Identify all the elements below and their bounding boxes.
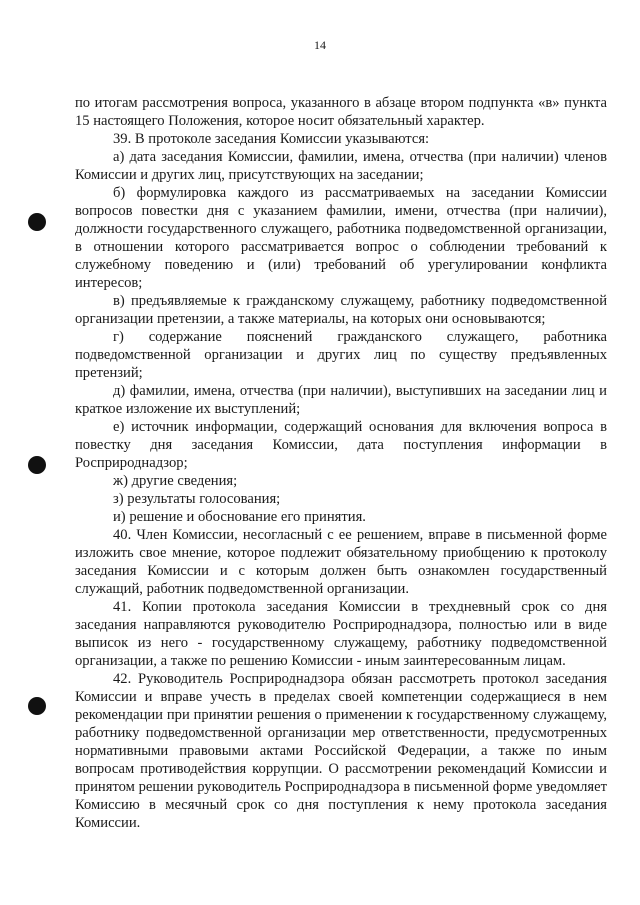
document-body <box>75 94 607 832</box>
list-item-i: и) решение и обоснование его принятия. <box>113 509 366 525</box>
list-item-d: д) фамилии, имена, отчества (при наличии), выступивших на заседании лиц и краткое изложение их выступлений; <box>75 383 607 417</box>
punch-hole <box>28 456 46 474</box>
paragraph-42: 42. Руководитель Росприроднадзора обязан рассмотреть протокол заседания Комиссии и вправе учесть в пределах своей компетенции содержащиеся в нем рекомендации при принятии решения о применении к государственному служащему, работнику подведомственной организации мер ответственности, предусмотренных нормативными правовыми актами Российской Федерации, а также по иным вопросам противодействия коррупции. О рассмотрении рекомендаций Комиссии и принятом решении руководитель Росприроднадзора в письменной форме уведомляет Комиссию в месячный срок со дня поступления к нему протокола заседания Комиссии. <box>75 671 607 831</box>
list-item-b: б) формулировка каждого из рассматриваемых на заседании Комиссии вопросов повестки дня с указанием фамилии, имени, отчества (при наличии), должности государственного служащего, работника подведомственной организации, в отношении которого рассматривается вопрос о соблюдении требований к служебному поведению и (или) требований об урегулировании конфликта интересов; <box>75 185 607 291</box>
paragraph-40: 40. Член Комиссии, несогласный с ее решением, вправе в письменной форме изложить свое мнение, которое подлежит обязательному приобщению к протоколу заседания Комиссии и с которым должен быть ознакомлен государственный служащий, работник подведомственной организации. <box>75 527 607 597</box>
list-item-g: г) содержание пояснений гражданского служащего, работника подведомственной организации и других лиц по существу предъявленных претензий; <box>75 329 607 381</box>
list-item-zh: ж) другие сведения; <box>113 473 238 489</box>
paragraph-39: 39. В протоколе заседания Комиссии указываются: <box>113 131 430 147</box>
list-item-v: в) предъявляемые к гражданскому служащему, работнику подведомственной организации претензии, а также материалы, на которых они основываются; <box>75 293 607 327</box>
list-item-a: а) дата заседания Комиссии, фамилии, имена, отчества (при наличии) членов Комиссии и других лиц, присутствующих на заседании; <box>75 149 607 183</box>
list-item-e: е) источник информации, содержащий основания для включения вопроса в повестку дня заседания Комиссии, дата поступления информации в Росприроднадзор; <box>75 419 607 471</box>
paragraph-41: 41. Копии протокола заседания Комиссии в трехдневный срок со дня заседания направляются руководителю Росприроднадзора, полностью или в виде выписок из него - государственному служащему, работнику подведомственной организации, а также по решению Комиссии - иным заинтересованным лицам. <box>75 599 607 669</box>
list-item-z: з) результаты голосования; <box>113 491 281 507</box>
punch-hole <box>28 213 46 231</box>
paragraph-continuation: по итогам рассмотрения вопроса, указанного в абзаце втором подпункта «в» пункта 15 настоящего Положения, которое носит обязательный характер. <box>75 95 607 129</box>
punch-hole <box>28 697 46 715</box>
page-number: 14 <box>314 38 326 52</box>
